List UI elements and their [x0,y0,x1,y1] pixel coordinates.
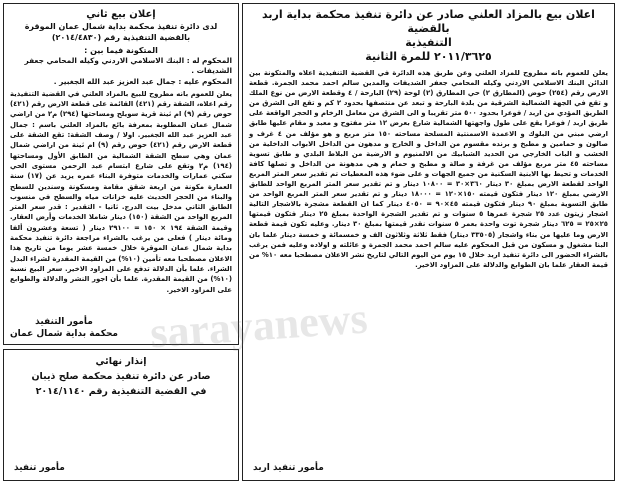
title-line: إنذار نهائي [95,356,147,367]
parties-heading: المتكونة فيما بين : [84,46,158,55]
signature-line: محكمة بداية شمال عمان [10,329,118,339]
auction-notice-irbid [242,3,615,481]
title-line: صادر عن دائرة تنفيذ محكمة صلح ذيبان [31,371,211,382]
notice-signature [10,316,118,340]
title-line: التنفيذية [405,36,452,49]
notice-body: يعلن للعموم بانه مطروح للبيع بالمزاد العلني في القضية التنفيذية رقم اعلاه، الشقة رقم (٤٢١) القائمة على قطعة الارض رقم (٤٢١) حوض رقم (٩) ام ثينة قرية سويلح ومساحتها (٢٩٤) م٢ من اراضي شمال عمان المطلوبة بمعرفة بائع بالمزاد العلني باسم : جمال عبد العزيز عبد الله الجغبير. اولا / وصف الشقة: تقع الشقة على قطعة الارض رقم (٤٢١) حوض رقم (٩) ام ثينة من اراضي شمال عمان وهي سطح الشقة الشمالية من الطابق الأول ومساحتها (١٩٤) م٢ وتقع على شارع ابتسام عبد الرحمن مستوى الحي سكني عمارات والخدمات متوفرة البناء عمره يزيد عن (١٧) سنة العمارة مكونة من اربعة شقق مقامة ومسكونة وسندين للسطح والبناء من الحجر الحديث عليه خزانات مياه والسطح في منسوب الطابق الثاني مدخل بيت الدرج. ثانيا - التقدير : قدر سعر المتر المربع الواحد من الشقة (١٥٠) دينار شاملا الخدمات وأرض العقار. وقيمة الشقة ١٩٤ × ١٥٠ = ٢٩١٠٠ دينار ( تسعة وعشرون ألفا ومائة دينار ) فعلى من يرغب بالشراء مراجعة دائرة تنفيذ محكمة بداية شمال عمان الموقرة خلال خمسة عشر يوما من تاريخ هذا الاعلان مصطحبا معه تأمين (١٠%) من القيمة المقدرة لشراء البدل الشراء. علما بأن الدلالة تدفع على المزاود الاخير. سعر البيع نسبة (١٠%) من القيمة المقدرة. علما بأن اجور النشر والدلالة والطوابع على المزاود الاخير. [10,89,233,294]
notice-title [249,8,608,64]
debtor: المحكوم عليه : جمال عبد العزيز عبد الله الجغبير . [53,76,232,86]
auction-notice-north-amman [3,3,239,345]
creditor: المحكوم له : البنك الاسلامي الاردني وكيله المحامي جعفر الشديفات . [24,56,232,76]
title-line: في القضية التنفيذية رقم ٢٠١٤/١١٤٠ [35,386,207,397]
notice-signature: مأمور تنفيذ اربد [253,463,324,473]
subtitle-line: بالقضية التنفيذية رقم (٢٠١٤/٤٨٣٠) [51,33,191,42]
final-warning-thiban [3,349,239,481]
notice-signature: مأمور تنفيذ [14,463,65,473]
notice-title [10,354,232,399]
signature-line: مأمور التنفيذ [35,317,93,327]
notice-body: يعلن للعموم بانه مطروح للمزاد العلني وعن طريق هذه الدائرة في القضية التنفيذية اعلاه والمتكونة بين الدائن البنك الاسلامي الاردني وكيله المحامي جعفر الشديفات والمدين سالم احمد محمد الجمرة. قطعة الارض رقم (٢٥٤) حوض (المطارق ٢) حي المطارق (٢) لوحة (٢٩) البارحة / ٤ وقطعة الارض من نوع الملك و تقع في الجهة الشمالية الشرقية من بلدة البارحة و تبعد عن منتصفها بحدود ٢ كم و تقع الى الشرق من الطريق المؤدي من اربد / فوعرا بحدود ٥٠٠ متر تقريبا و الى الشرق من معامل الرخام و الحجر الواقعة على طريق اربد / فوعرا يقع على طول واجهتها الشمالية شارع بعرض ١٢ متر مفتوح و معبد و مقام عليها طابق ارضي مبني من البلوك و الاعمدة الاسمنتية المسلحة مساحته ١٥٠ متر مربع و هو مؤلف من ٤ غرف و صالون و حمامين و مطبخ و برنده مقسوم من الداخل و الخارج و مدهون من الداخل الابواب الداخلية من الخشب و الباب الخارجي من الحديد الشبابيك من الالمنيوم و الارضية من البلاط البلدي و طابق تسوية مساحته ٤٥ متر مربع مؤلف من غرفة و صالة و مطبخ و حمام و هي مدهونة من الداخل و تصلها كافة الخدمات و تحيط بها الابنية السكنية من جميع الجهات و على ضوء هذه المعطيات تم تقدير سعر المتر المربع الواحد لقطعة الارض بمبلغ ٣٠ دينار ٣٦٠×٣٠ = ١٠٨٠٠ دينار و تم تقدير سعر المتر المربع الواحد للطابق الارضي بمبلغ ١٢٠ دينار فتكون قيمته ١٥٠×١٢٠ = ١٨٠٠٠ دينار و تم تقدير سعر المتر المربع الواحد من طابق التسوية بمبلغ ٩٠ دينار فتكون قيمته ٤٥×٩٠ = ٤٠٥٠ دينار كما ان القطعة مشجرة بالاشجار التالية اشجار زيتون عدد ٢٥ شجرة عمرها ٥ سنوات و تم تقدير الشجرة الواحدة بمبلغ ٢٥ دينار فتكون قيمتها ٢٥×٢٥ = ٦٢٥ دينار شجرة توت واحدة بعمر ٥ سنوات نقدر قيمتها بمبلغ ٣٠ دينار. وعليه تكون قيمة قطعة الارض وما عليها من بناء واشجار (٣٣٥٠٥ دينار) فقط ثلاثة وثلاثون الف و خمسمائة و خمسة دينار علما بان البنا مشغول و مسكون من قبل المحكوم عليه سالم احمد محمد الجمرة و عائلته و اولاده وعليه فمن يرغب بالشراء الحضور الى دائرة تنفيذ اربد خلال ١٥ يوم من اليوم التالي لتاريخ نشر الاعلان مصطحبا معه ١٠% من قيمة العقار علما بان الطوابع والدلالة على المزاود الاخير. [249,69,609,269]
title-line: اعلان بيع بالمزاد العلني صادر عن دائرة تنفيذ محكمة بداية اربد بالقضية [262,8,595,35]
notice-subtitle [10,21,232,43]
notice-title: إعلان بيع ثاني [86,9,156,20]
subtitle-line: لدى دائرة تنفيذ محكمة بداية شمال عمان الموقرة [24,22,218,31]
title-line: ٢٠١١/٣٦٢٥ للمرة الثانية [365,50,492,63]
